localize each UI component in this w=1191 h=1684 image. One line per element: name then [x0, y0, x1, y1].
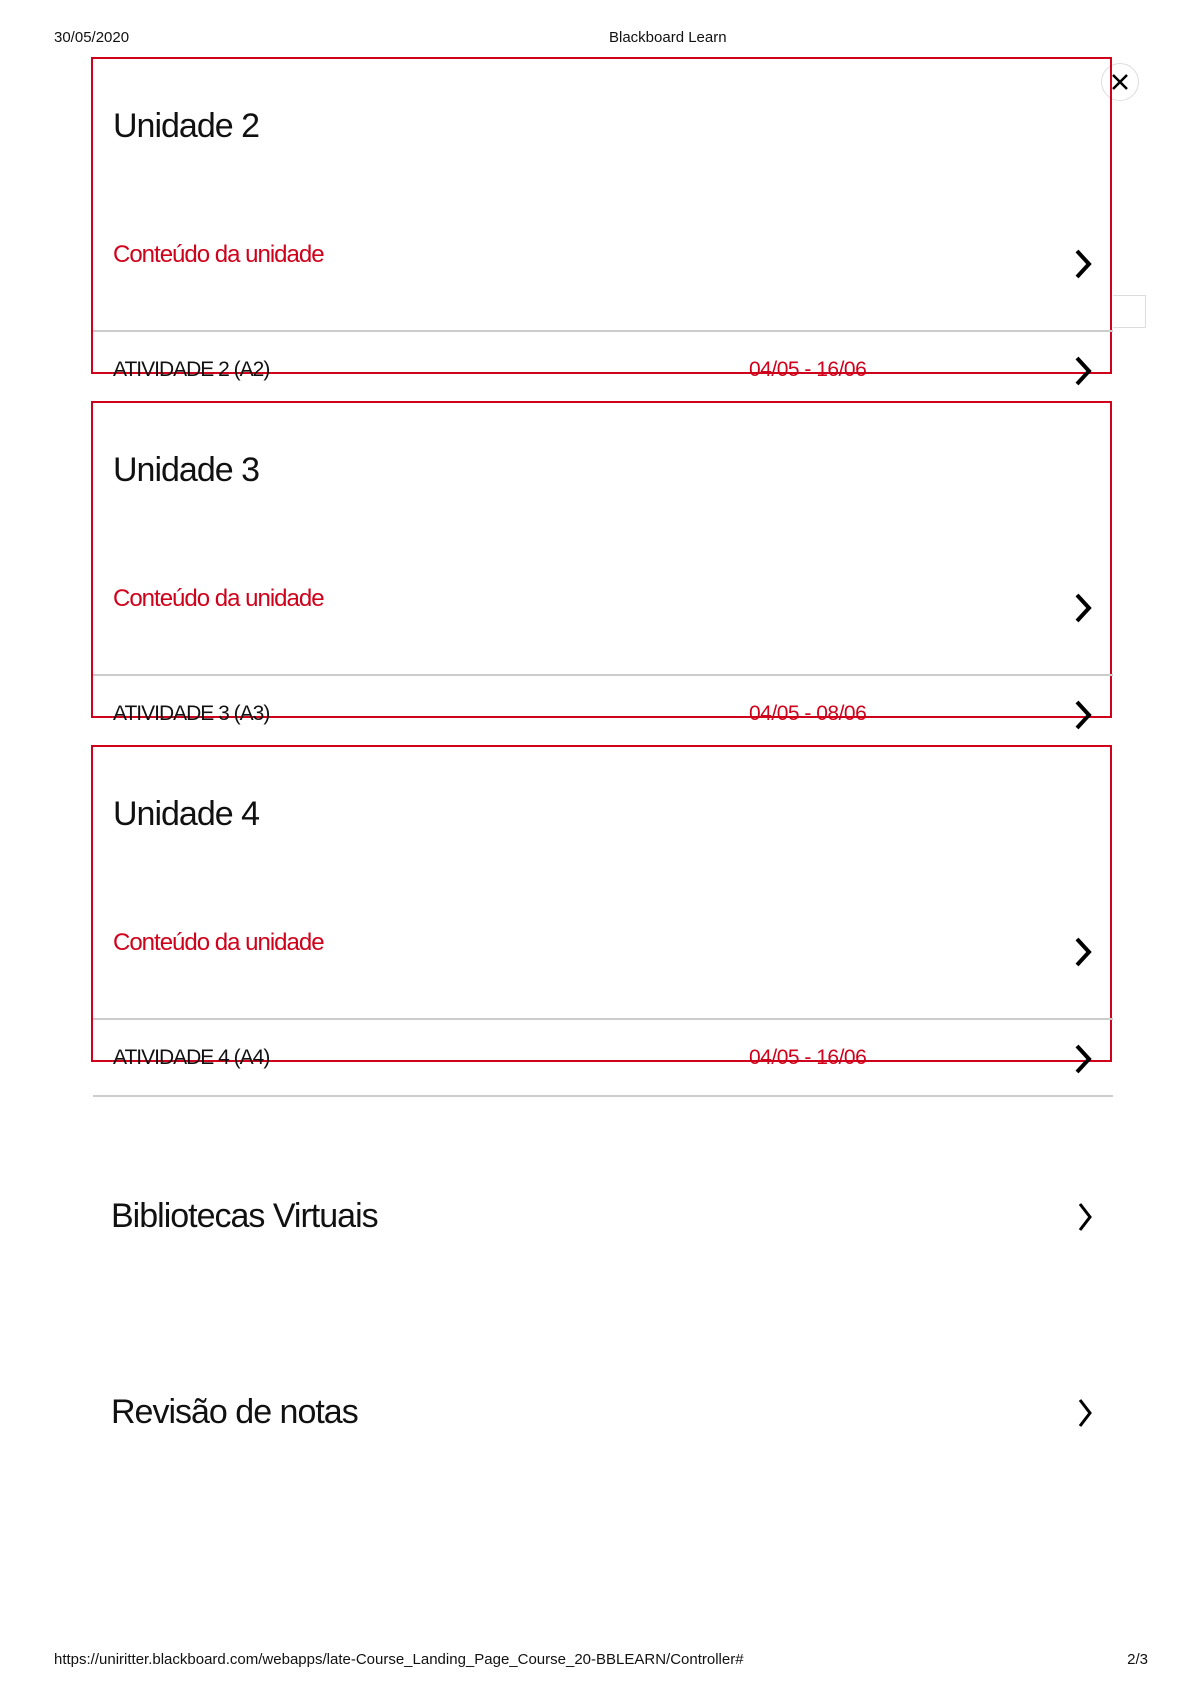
separator: [93, 1018, 1113, 1020]
unit-card: [0, 745, 1191, 1090]
chevron-right-icon[interactable]: [1072, 699, 1094, 731]
unit-title: Unidade 3: [113, 451, 260, 489]
unit-card: [0, 401, 1191, 746]
unit-card: [0, 57, 1191, 402]
activity-dates: 04/05 - 16/06: [749, 1046, 867, 1069]
chevron-right-icon[interactable]: [1072, 248, 1094, 280]
activity-link[interactable]: ATIVIDADE 3 (A3): [113, 702, 270, 725]
unit-title: Unidade 4: [113, 795, 260, 833]
chevron-right-icon[interactable]: [1072, 1043, 1094, 1075]
page-number: 2/3: [1127, 1651, 1148, 1668]
chevron-right-icon[interactable]: [1074, 1397, 1096, 1429]
print-url: https://uniritter.blackboard.com/webapps/late-Course_Landing_Page_Course_20-BBLEARN/Controller#: [54, 1651, 744, 1668]
focus-outline: [91, 745, 1112, 1062]
unit-content-link[interactable]: Conteúdo da unidade: [113, 929, 324, 956]
chevron-right-icon[interactable]: [1072, 936, 1094, 968]
chevron-right-icon[interactable]: [1074, 1201, 1096, 1233]
activity-link[interactable]: ATIVIDADE 2 (A2): [113, 358, 270, 381]
separator: [93, 330, 1113, 332]
section-bibliotecas-virtuais[interactable]: Bibliotecas Virtuais: [111, 1197, 378, 1235]
separator: [93, 674, 1113, 676]
chevron-right-icon[interactable]: [1072, 355, 1094, 387]
activity-dates: 04/05 - 08/06: [749, 702, 867, 725]
chevron-right-icon[interactable]: [1072, 592, 1094, 624]
focus-outline: [91, 401, 1112, 718]
separator: [93, 1095, 1113, 1097]
print-date: 30/05/2020: [54, 29, 130, 46]
section-revisao-de-notas[interactable]: Revisão de notas: [111, 1393, 358, 1431]
activity-dates: 04/05 - 16/06: [749, 358, 867, 381]
print-title: Blackboard Learn: [609, 29, 727, 46]
unit-title: Unidade 2: [113, 107, 260, 145]
activity-link[interactable]: ATIVIDADE 4 (A4): [113, 1046, 270, 1069]
focus-outline: [91, 57, 1112, 374]
unit-content-link[interactable]: Conteúdo da unidade: [113, 241, 324, 268]
unit-content-link[interactable]: Conteúdo da unidade: [113, 585, 324, 612]
